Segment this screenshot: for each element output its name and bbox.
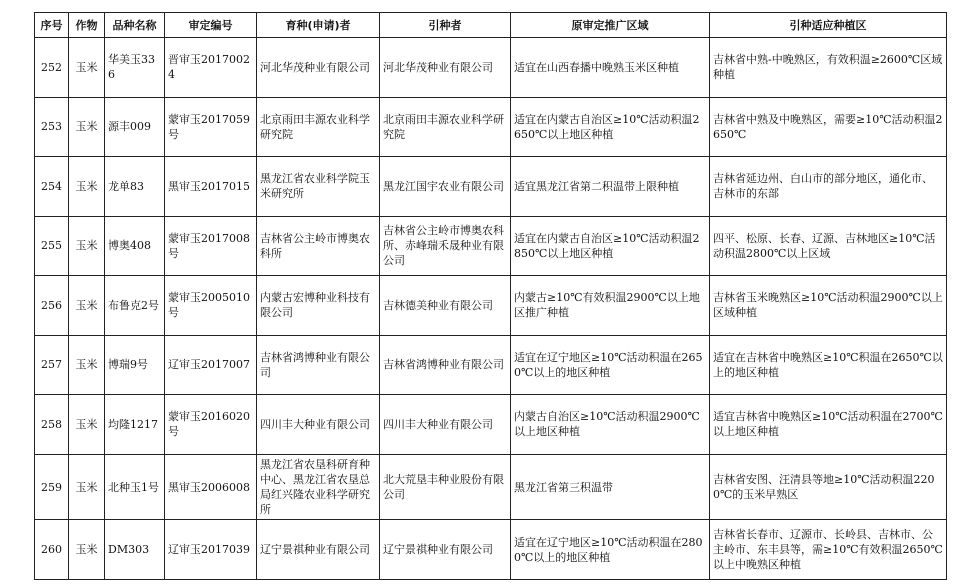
cell-crop: 玉米 (69, 520, 105, 580)
cell-introducer: 吉林省公主岭市博奥农科所、赤峰瑞禾晟种业有限公司 (380, 216, 511, 276)
cell-variety: 博瑞9号 (105, 335, 165, 395)
cell-breeder: 河北华茂种业有限公司 (257, 38, 380, 98)
cell-crop: 玉米 (69, 216, 105, 276)
col-header-intro-region: 引种适应种植区 (710, 13, 947, 38)
cell-approval: 晋审玉20170024 (165, 38, 257, 98)
cell-crop: 玉米 (69, 157, 105, 217)
cell-no: 257 (35, 335, 69, 395)
cell-intro-region: 吉林省玉米晚熟区≥10℃活动积温2900℃以上区域种植 (710, 276, 947, 336)
cell-breeder: 四川丰大种业有限公司 (257, 395, 380, 455)
cell-no: 254 (35, 157, 69, 217)
cell-introducer: 吉林德美种业有限公司 (380, 276, 511, 336)
cell-introducer: 河北华茂种业有限公司 (380, 38, 511, 98)
cell-breeder: 内蒙古宏博种业科技有限公司 (257, 276, 380, 336)
cell-orig-region: 适宜在内蒙古自治区≥10℃活动积温2650℃以上地区种植 (511, 97, 710, 157)
cell-approval: 蒙审玉2017008号 (165, 216, 257, 276)
cell-intro-region: 吉林省中熟-中晚熟区，有效积温≥2600℃区域种植 (710, 38, 947, 98)
table-row (35, 157, 947, 217)
col-header-variety: 品种名称 (105, 13, 165, 38)
cell-intro-region: 四平、松原、长春、辽源、吉林地区≥10℃活动积温2800℃以上区域 (710, 216, 947, 276)
cell-intro-region: 适宜在吉林省中晚熟区≥10℃积温在2650℃以上的地区种植 (710, 335, 947, 395)
cell-orig-region: 内蒙古≥10℃有效积温2900℃以上地区推广种植 (511, 276, 710, 336)
cell-variety: 博奥408 (105, 216, 165, 276)
cell-intro-region: 吉林省延边州、白山市的部分地区，通化市、吉林市的东部 (710, 157, 947, 217)
cell-introducer: 黑龙江国宇农业有限公司 (380, 157, 511, 217)
cell-orig-region: 适宜在内蒙古自治区≥10℃活动积温2850℃以上地区种植 (511, 216, 710, 276)
cell-crop: 玉米 (69, 97, 105, 157)
cell-variety: 布鲁克2号 (105, 276, 165, 336)
cell-crop: 玉米 (69, 276, 105, 336)
cell-no: 255 (35, 216, 69, 276)
cell-introducer: 四川丰大种业有限公司 (380, 395, 511, 455)
header-row (35, 13, 947, 38)
table-row (35, 97, 947, 157)
cell-variety: DM303 (105, 520, 165, 580)
table-row (35, 335, 947, 395)
cell-variety: 龙单83 (105, 157, 165, 217)
table-row (35, 276, 947, 336)
cell-no: 252 (35, 38, 69, 98)
table-row (35, 520, 947, 580)
cell-intro-region: 吉林省安图、汪清县等地≥10℃活动积温2200℃的玉米早熟区 (710, 454, 947, 520)
cell-approval: 蒙审玉2017059号 (165, 97, 257, 157)
cell-intro-region: 吉林省中熟及中晚熟区，需要≥10℃活动积温2650℃ (710, 97, 947, 157)
table-row (35, 395, 947, 455)
cell-breeder: 黑龙江省农垦科研育种中心、黑龙江省农垦总局红兴隆农业科学研究所 (257, 454, 380, 520)
col-header-crop: 作物 (69, 13, 105, 38)
cell-intro-region: 适宜吉林省中晚熟区≥10℃活动积温在2700℃以上地区种植 (710, 395, 947, 455)
cell-introducer: 吉林省鸿博种业有限公司 (380, 335, 511, 395)
cell-no: 253 (35, 97, 69, 157)
cell-approval: 黑审玉2006008 (165, 454, 257, 520)
table-row (35, 454, 947, 520)
cell-orig-region: 适宜在辽宁地区≥10℃活动积温在2650℃以上的地区种植 (511, 335, 710, 395)
variety-table-sheet (34, 12, 946, 580)
col-header-orig-region: 原审定推广区域 (511, 13, 710, 38)
col-header-approval: 审定编号 (165, 13, 257, 38)
cell-variety: 源丰009 (105, 97, 165, 157)
cell-approval: 辽审玉2017039 (165, 520, 257, 580)
cell-approval: 蒙审玉2016020号 (165, 395, 257, 455)
cell-orig-region: 适宜黑龙江省第二积温带上限种植 (511, 157, 710, 217)
col-header-introducer: 引种者 (380, 13, 511, 38)
cell-crop: 玉米 (69, 395, 105, 455)
cell-orig-region: 内蒙古自治区≥10℃活动积温2900℃以上地区种植 (511, 395, 710, 455)
cell-breeder: 北京雨田丰源农业科学研究院 (257, 97, 380, 157)
col-header-breeder: 育种(申请)者 (257, 13, 380, 38)
table-row (35, 216, 947, 276)
cell-breeder: 辽宁景祺种业有限公司 (257, 520, 380, 580)
cell-variety: 均隆1217 (105, 395, 165, 455)
cell-approval: 蒙审玉2005010号 (165, 276, 257, 336)
table-row (35, 38, 947, 98)
cell-variety: 华美玉336 (105, 38, 165, 98)
cell-variety: 北种玉1号 (105, 454, 165, 520)
cell-no: 259 (35, 454, 69, 520)
cell-crop: 玉米 (69, 454, 105, 520)
cell-crop: 玉米 (69, 335, 105, 395)
cell-introducer: 北大荒垦丰种业股份有限公司 (380, 454, 511, 520)
cell-no: 256 (35, 276, 69, 336)
cell-no: 260 (35, 520, 69, 580)
cell-orig-region: 适宜在山西春播中晚熟玉米区种植 (511, 38, 710, 98)
col-header-no: 序号 (35, 13, 69, 38)
cell-breeder: 黑龙江省农业科学院玉米研究所 (257, 157, 380, 217)
cell-approval: 黑审玉2017015 (165, 157, 257, 217)
cell-breeder: 吉林省公主岭市博奥农科所 (257, 216, 380, 276)
cell-orig-region: 适宜在辽宁地区≥10℃活动积温在2800℃以上的地区种植 (511, 520, 710, 580)
cell-approval: 辽审玉2017007 (165, 335, 257, 395)
cell-breeder: 吉林省鸿博种业有限公司 (257, 335, 380, 395)
variety-table (34, 12, 947, 580)
cell-crop: 玉米 (69, 38, 105, 98)
cell-introducer: 辽宁景祺种业有限公司 (380, 520, 511, 580)
cell-introducer: 北京雨田丰源农业科学研究院 (380, 97, 511, 157)
cell-orig-region: 黑龙江省第三积温带 (511, 454, 710, 520)
cell-intro-region: 吉林省长春市、辽源市、长岭县、吉林市、公主岭市、东丰县等，需≥10℃有效积温2650℃以上中晚熟区种植 (710, 520, 947, 580)
cell-no: 258 (35, 395, 69, 455)
